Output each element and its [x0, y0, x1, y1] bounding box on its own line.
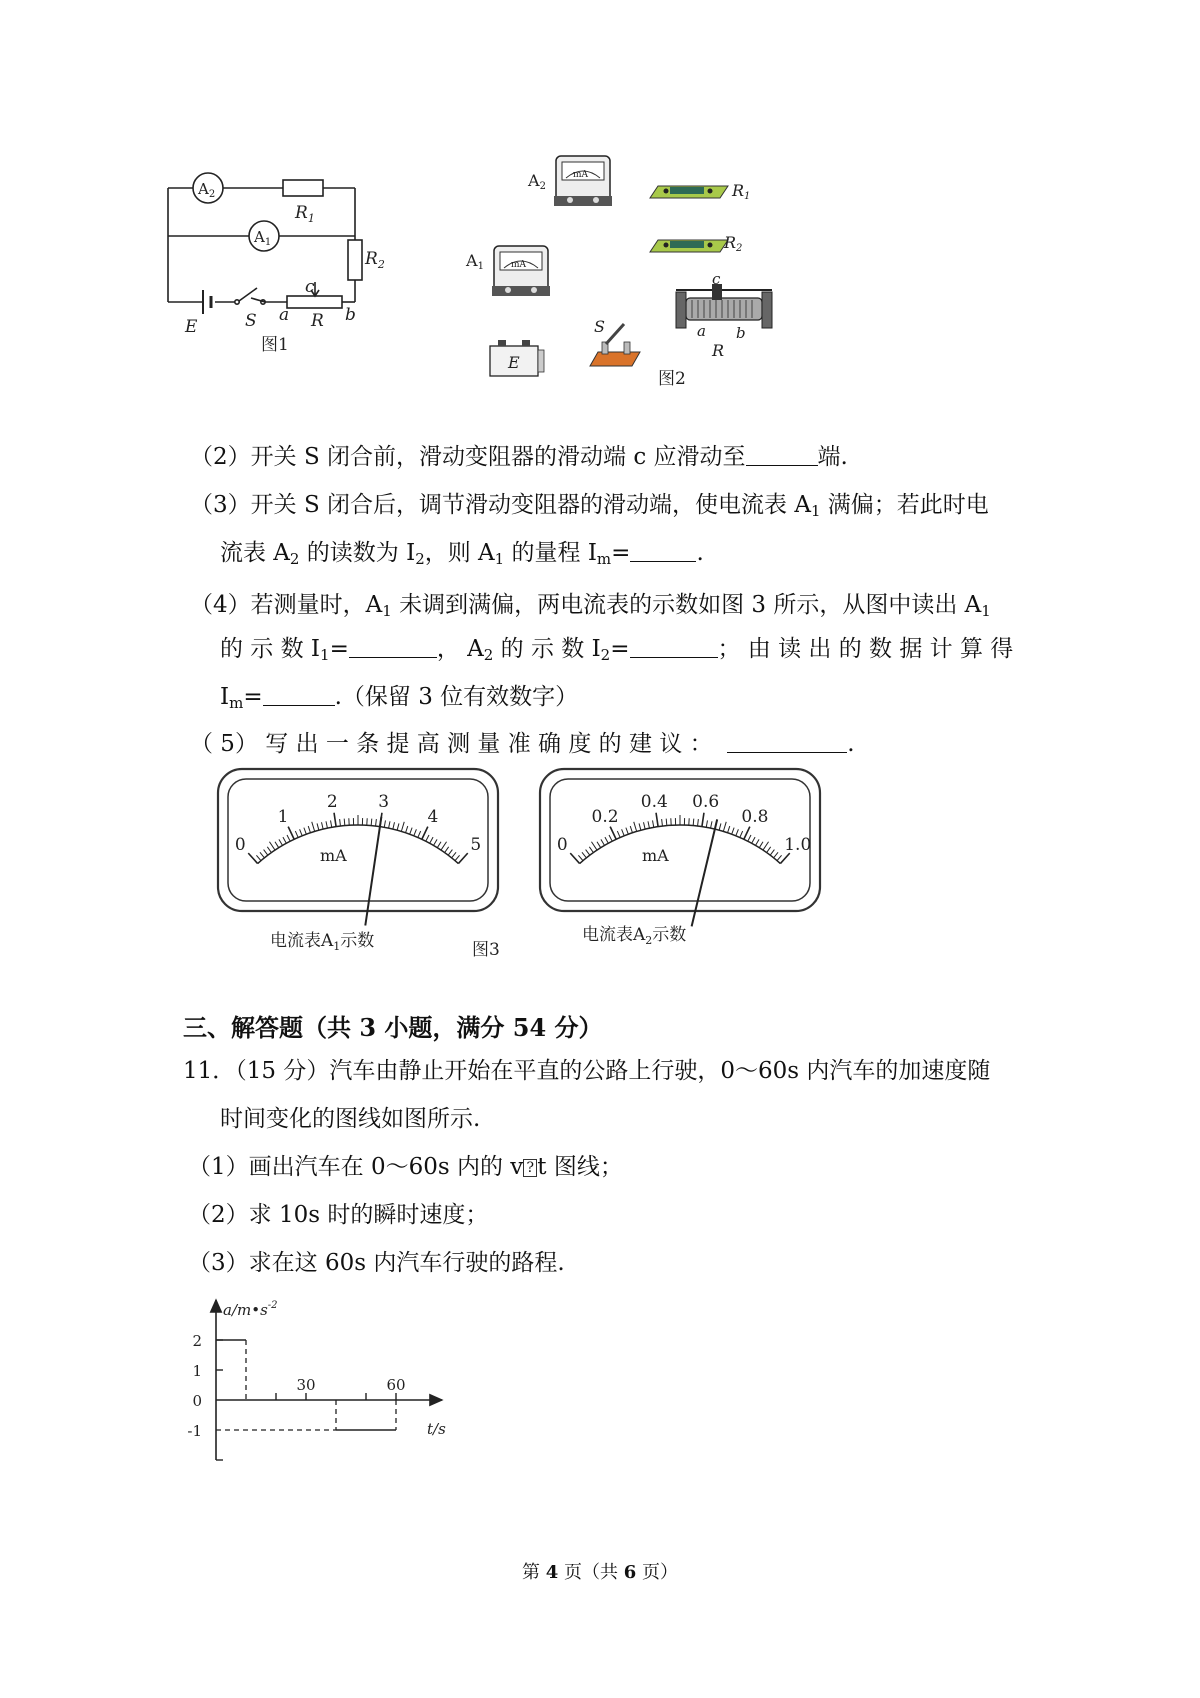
svg-text:mA: mA [573, 170, 589, 180]
fig1-label-a2: $A_2$ [198, 180, 216, 200]
graph-y-tick-label: 2 [192, 1332, 202, 1350]
graph-y-tick-label: 1 [192, 1362, 202, 1380]
resistor-r1-device [650, 186, 728, 198]
figure3-meters [210, 765, 830, 960]
question-5: （ 5） 写 出 一 条 提 高 测 量 准 确 度 的 建 议 ： . [190, 731, 855, 757]
graph-x-tick-label: 30 [296, 1376, 316, 1394]
meter-a2-unit: mA [642, 846, 669, 865]
section-3-heading: 三、解答题（共 3 小题，满分 54 分） [183, 1013, 603, 1042]
fig1-label-s: S [245, 311, 257, 331]
question-3-line1: （3）开关 S 闭合后，调节滑动变阻器的滑动端，使电流表 $A_1$ 满偏；若此时电 [190, 492, 989, 520]
fig1-label-e: E [185, 317, 198, 337]
question-11-sub1: （1）画出汽车在 0～60s 内的 v ? t 图线； [188, 1154, 623, 1180]
graph-x-tick-label: 60 [386, 1376, 406, 1394]
figure3-caption: 图3 [472, 940, 500, 960]
rheostat-device [676, 284, 772, 328]
m1-tick [371, 819, 372, 826]
question-2: （2）开关 S 闭合前，滑动变阻器的滑动端 c 应滑动至 端. [190, 444, 848, 470]
meter-a1-unit: mA [320, 846, 347, 865]
fig2-label-a: a [697, 322, 706, 340]
graph-y-tick-label: -1 [187, 1422, 202, 1440]
question-11-sub2: （2）求 10s 时的瞬时速度； [188, 1202, 489, 1228]
ammeter-a1-device [492, 246, 550, 296]
unknown-glyph-box: ? [523, 1159, 537, 1177]
question-11-sub3: （3）求在这 60s 内汽车行驶的路程. [188, 1250, 565, 1276]
fig1-label-a1: $A_1$ [254, 228, 272, 248]
m1-tick-label: 5 [470, 835, 482, 856]
m2-tick-label: 1.0 [784, 835, 812, 856]
question-4-line3: $I_m=$ .（保留 3 位有效数字） [220, 684, 579, 712]
m1-tick-label: 2 [326, 791, 338, 812]
figure2-apparatus-diagram [466, 150, 850, 425]
fig2-label-b: b [736, 324, 746, 342]
fig2-label-r1: R1 [732, 181, 751, 202]
meter-a1-caption: 电流表$A_1$示数 [270, 931, 375, 953]
figure1-caption: 图1 [261, 335, 289, 355]
question-11-line1: 11．（15 分）汽车由静止开始在平直的公路上行驶，0～60s 内汽车的加速度随 [183, 1058, 991, 1084]
acceleration-time-graph [180, 1290, 480, 1490]
fig2-label-e: E [508, 353, 520, 372]
fig1-label-a: a [279, 305, 290, 325]
m1-tick-label: 3 [378, 791, 390, 812]
question-4-line1: （4）若测量时，$A_1$ 未调到满偏，两电流表的示数如图 3 所示，从图中读出 $A_1$ [190, 592, 991, 620]
m2-tick [693, 819, 694, 826]
meter-a2-caption: 电流表$A_2$示数 [582, 925, 687, 947]
rheostat-symbol [287, 296, 342, 308]
fig2-label-r: R [712, 341, 725, 360]
q4-i1-blank[interactable] [349, 635, 437, 658]
fig2-label-r2: R2 [724, 233, 743, 254]
graph-y-label: $a/m•s^{-2}$ [223, 1300, 278, 1319]
question-11-line2: 时间变化的图线如图所示. [220, 1106, 481, 1132]
fig2-label-s: S [594, 317, 605, 336]
figure1-circuit-diagram [165, 170, 425, 380]
m2-tick-label: 0.2 [591, 806, 619, 827]
figure2-caption: 图2 [658, 369, 686, 389]
graph-y-tick-label: 0 [192, 1392, 202, 1410]
fig2-label-c: c [712, 270, 721, 288]
q4-im-blank[interactable] [263, 683, 335, 706]
m1-tick-label: 4 [427, 806, 439, 827]
m1-tick-label: 1 [277, 806, 289, 827]
resistor-r1-symbol [283, 180, 323, 196]
m2-tick [666, 819, 667, 826]
fig2-label-a1: A1 [466, 251, 484, 272]
m2-tick-label: 0 [556, 835, 568, 856]
q3-answer-blank[interactable] [630, 539, 696, 562]
ammeter-a2-device [554, 156, 612, 206]
q4-i2-blank[interactable] [630, 635, 718, 658]
svg-text:mA: mA [511, 260, 527, 270]
fig1-label-r1: $R_1$ [295, 203, 315, 225]
resistor-r2-symbol [348, 240, 362, 280]
fig2-label-a2: A2 [528, 171, 546, 192]
page-footer: 第 4 页（共 6 页） [522, 1562, 678, 1583]
fig1-label-b: b [345, 305, 356, 325]
resistor-r2-device [650, 240, 728, 252]
q5-answer-blank[interactable] [727, 730, 847, 753]
m2-tick-label: 0.8 [741, 806, 769, 827]
m1-tick-label: 0 [234, 835, 246, 856]
m1-tick [344, 819, 345, 826]
m2-tick-label: 0.6 [692, 791, 720, 812]
q2-answer-blank[interactable] [746, 443, 818, 466]
graph-x-label: t/s [427, 1420, 446, 1438]
question-3-line2: 流表 $A_2$ 的读数为 $I_2$，则 $A_1$ 的量程 $I_m=$ . [220, 540, 704, 568]
fig1-label-r: R [311, 311, 324, 331]
fig1-label-c: c [305, 277, 315, 297]
m2-tick-label: 0.4 [640, 791, 668, 812]
question-4-line2: 的 示 数 $I_1=$ ， $A_2$ 的 示 数 $I_2=$ ； 由 读 出 的 数 据 计 算 得 [220, 636, 1014, 664]
fig1-label-r2: $R_2$ [365, 249, 385, 271]
